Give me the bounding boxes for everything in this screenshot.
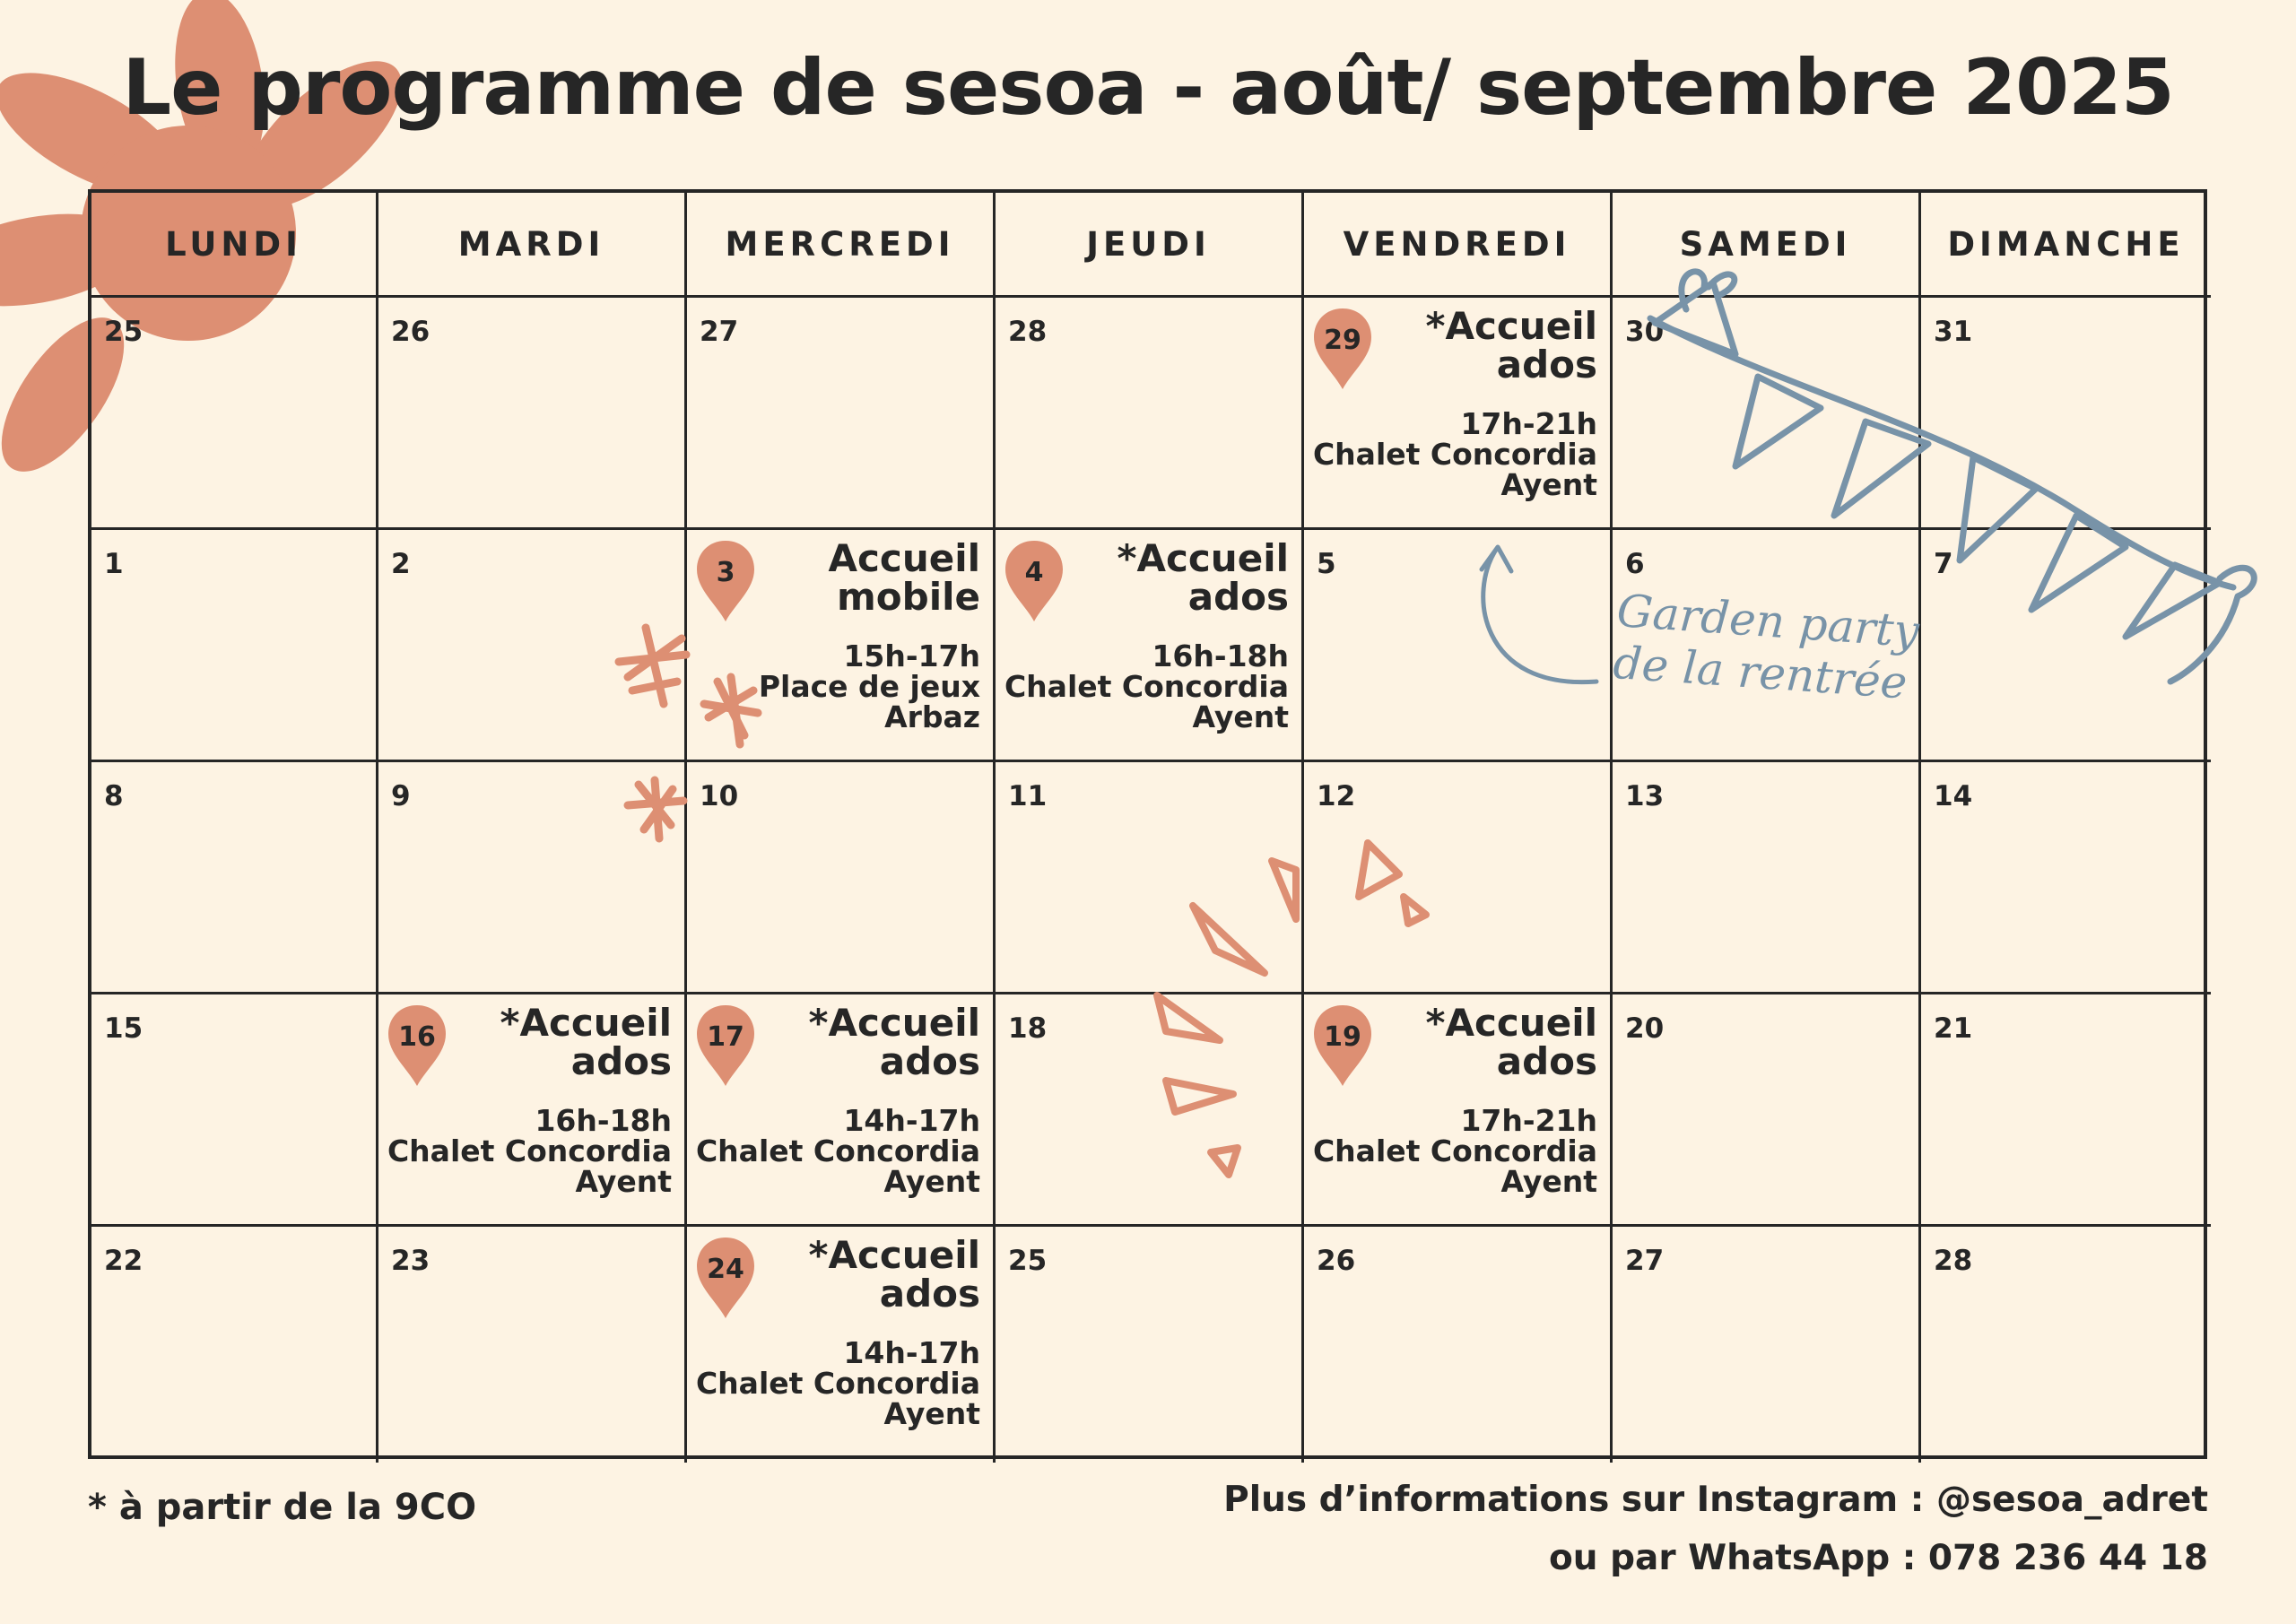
event-title: ados bbox=[879, 1272, 980, 1316]
event-place: Ayent bbox=[1500, 1164, 1597, 1199]
day-cell bbox=[91, 994, 378, 1227]
footnote: * à partir de la 9CO bbox=[88, 1487, 477, 1528]
event-title: ados bbox=[1187, 575, 1289, 619]
day-number: 28 bbox=[1008, 316, 1048, 348]
day-number: 26 bbox=[391, 316, 430, 348]
event-title: ados bbox=[570, 1039, 672, 1083]
event-title: ados bbox=[1496, 343, 1597, 386]
map-pin-icon bbox=[694, 539, 757, 623]
event-place: Chalet Concordia bbox=[695, 1133, 980, 1168]
page-title: Le programme de sesoa - août/ septembre 2025 bbox=[122, 43, 2174, 133]
day-number: 25 bbox=[1008, 1245, 1048, 1277]
day-cell bbox=[1921, 530, 2211, 762]
event-place: Arbaz bbox=[884, 699, 980, 734]
day-cell bbox=[1613, 1227, 1921, 1463]
day-number: 10 bbox=[700, 780, 739, 812]
event-title: mobile bbox=[837, 575, 980, 619]
day-number: 3 bbox=[716, 557, 735, 588]
day-cell bbox=[1921, 762, 2211, 994]
day-number: 11 bbox=[1008, 780, 1048, 812]
event-place: Chalet Concordia bbox=[1312, 1133, 1597, 1168]
day-cell bbox=[996, 762, 1304, 994]
event-place: Place de jeux bbox=[758, 669, 980, 704]
day-header: VENDREDI bbox=[1304, 193, 1613, 298]
event-place: Ayent bbox=[575, 1164, 672, 1199]
event-place: Chalet Concordia bbox=[1312, 437, 1597, 472]
day-number: 27 bbox=[700, 316, 739, 348]
event-place: Chalet Concordia bbox=[1004, 669, 1289, 704]
day-number: 24 bbox=[707, 1254, 744, 1285]
day-cell bbox=[1304, 530, 1613, 762]
day-cell bbox=[378, 530, 687, 762]
day-cell bbox=[1921, 1227, 2211, 1463]
day-header: JEUDI bbox=[996, 193, 1304, 298]
day-number: 31 bbox=[1934, 316, 1973, 348]
day-cell bbox=[1613, 994, 1921, 1227]
event-time: 16h-18h bbox=[535, 1103, 672, 1138]
day-number: 13 bbox=[1625, 780, 1665, 812]
day-header: MARDI bbox=[378, 193, 687, 298]
day-cell bbox=[1304, 298, 1613, 530]
day-number: 14 bbox=[1934, 780, 1973, 812]
event bbox=[696, 1003, 980, 1197]
event bbox=[1312, 304, 1597, 502]
event-time: 15h-17h bbox=[843, 638, 980, 673]
day-cell bbox=[996, 298, 1304, 530]
event-time: 14h-17h bbox=[843, 1103, 980, 1138]
day-cell bbox=[687, 298, 996, 530]
day-number: 9 bbox=[391, 780, 411, 812]
calendar-grid bbox=[88, 189, 2207, 1459]
day-cell bbox=[91, 530, 378, 762]
day-number: 2 bbox=[391, 548, 411, 580]
day-cell bbox=[1613, 298, 1921, 530]
day-cell bbox=[1304, 1227, 1613, 1463]
event bbox=[387, 1003, 672, 1197]
event bbox=[1313, 1003, 1597, 1197]
event-title: *Accueil bbox=[808, 1233, 980, 1277]
day-number: 17 bbox=[707, 1021, 744, 1053]
day-number: 15 bbox=[104, 1012, 144, 1045]
day-number: 26 bbox=[1317, 1245, 1356, 1277]
day-number: 1 bbox=[104, 548, 124, 580]
day-cell bbox=[1304, 762, 1613, 994]
day-cell bbox=[996, 1227, 1304, 1463]
day-cell bbox=[687, 762, 996, 994]
day-number: 19 bbox=[1324, 1021, 1361, 1053]
event bbox=[758, 536, 980, 734]
event-title: ados bbox=[1496, 1039, 1597, 1083]
day-cell bbox=[687, 530, 996, 762]
day-cell bbox=[378, 1227, 687, 1463]
day-number: 20 bbox=[1625, 1012, 1665, 1045]
day-number: 6 bbox=[1625, 548, 1645, 580]
day-cell bbox=[687, 994, 996, 1227]
event-title: Accueil bbox=[828, 536, 980, 580]
day-header: DIMANCHE bbox=[1921, 193, 2211, 298]
event-place: Ayent bbox=[883, 1164, 980, 1199]
garden-party-line1: Garden party bbox=[1614, 585, 1921, 658]
day-cell bbox=[687, 1227, 996, 1463]
event-place: Chalet Concordia bbox=[695, 1366, 980, 1401]
event-title: *Accueil bbox=[1425, 304, 1597, 348]
event-place: Chalet Concordia bbox=[387, 1133, 672, 1168]
day-number: 4 bbox=[1024, 557, 1044, 588]
day-number: 28 bbox=[1934, 1245, 1973, 1277]
event-place: Ayent bbox=[1500, 467, 1597, 502]
day-cell bbox=[1304, 994, 1613, 1227]
day-header: SAMEDI bbox=[1613, 193, 1921, 298]
garden-party-line2: de la rentrée bbox=[1611, 636, 1909, 709]
day-number: 8 bbox=[104, 780, 124, 812]
event-title: *Accueil bbox=[808, 1001, 980, 1045]
day-cell bbox=[91, 1227, 378, 1463]
event-title: ados bbox=[879, 1039, 980, 1083]
day-number: 25 bbox=[104, 316, 144, 348]
day-number: 22 bbox=[104, 1245, 144, 1277]
event-title: *Accueil bbox=[1117, 536, 1289, 580]
day-header: MERCREDI bbox=[687, 193, 996, 298]
event-time: 17h-21h bbox=[1460, 406, 1597, 441]
day-cell bbox=[378, 298, 687, 530]
day-number: 12 bbox=[1317, 780, 1356, 812]
event-title: *Accueil bbox=[1425, 1001, 1597, 1045]
garden-party-label bbox=[1612, 585, 1921, 709]
event bbox=[1004, 536, 1289, 734]
day-number: 30 bbox=[1625, 316, 1665, 348]
day-number: 18 bbox=[1008, 1012, 1048, 1045]
whatsapp-contact: ou par WhatsApp : 078 236 44 18 bbox=[1548, 1538, 2208, 1578]
day-cell bbox=[1921, 994, 2211, 1227]
event bbox=[695, 1233, 980, 1431]
day-number: 23 bbox=[391, 1245, 430, 1277]
day-cell bbox=[996, 530, 1304, 762]
day-header: LUNDI bbox=[91, 193, 378, 298]
day-cell bbox=[91, 762, 378, 994]
day-cell bbox=[1613, 762, 1921, 994]
event-place: Ayent bbox=[883, 1396, 980, 1431]
event-place: Ayent bbox=[1192, 699, 1289, 734]
day-cell bbox=[378, 762, 687, 994]
day-cell bbox=[378, 994, 687, 1227]
day-number: 16 bbox=[398, 1021, 436, 1053]
event-title: *Accueil bbox=[500, 1001, 672, 1045]
day-number: 29 bbox=[1324, 325, 1361, 356]
event-time: 14h-17h bbox=[843, 1335, 980, 1370]
event-time: 17h-21h bbox=[1460, 1103, 1597, 1138]
instagram-contact: Plus d’informations sur Instagram : @sesoa_adret bbox=[1223, 1480, 2208, 1520]
event-time: 16h-18h bbox=[1152, 638, 1289, 673]
day-cell bbox=[91, 298, 378, 530]
day-cell bbox=[996, 994, 1304, 1227]
day-cell bbox=[1921, 298, 2211, 530]
day-number: 7 bbox=[1934, 548, 1953, 580]
day-number: 27 bbox=[1625, 1245, 1665, 1277]
day-number: 5 bbox=[1317, 548, 1336, 580]
day-number: 21 bbox=[1934, 1012, 1973, 1045]
